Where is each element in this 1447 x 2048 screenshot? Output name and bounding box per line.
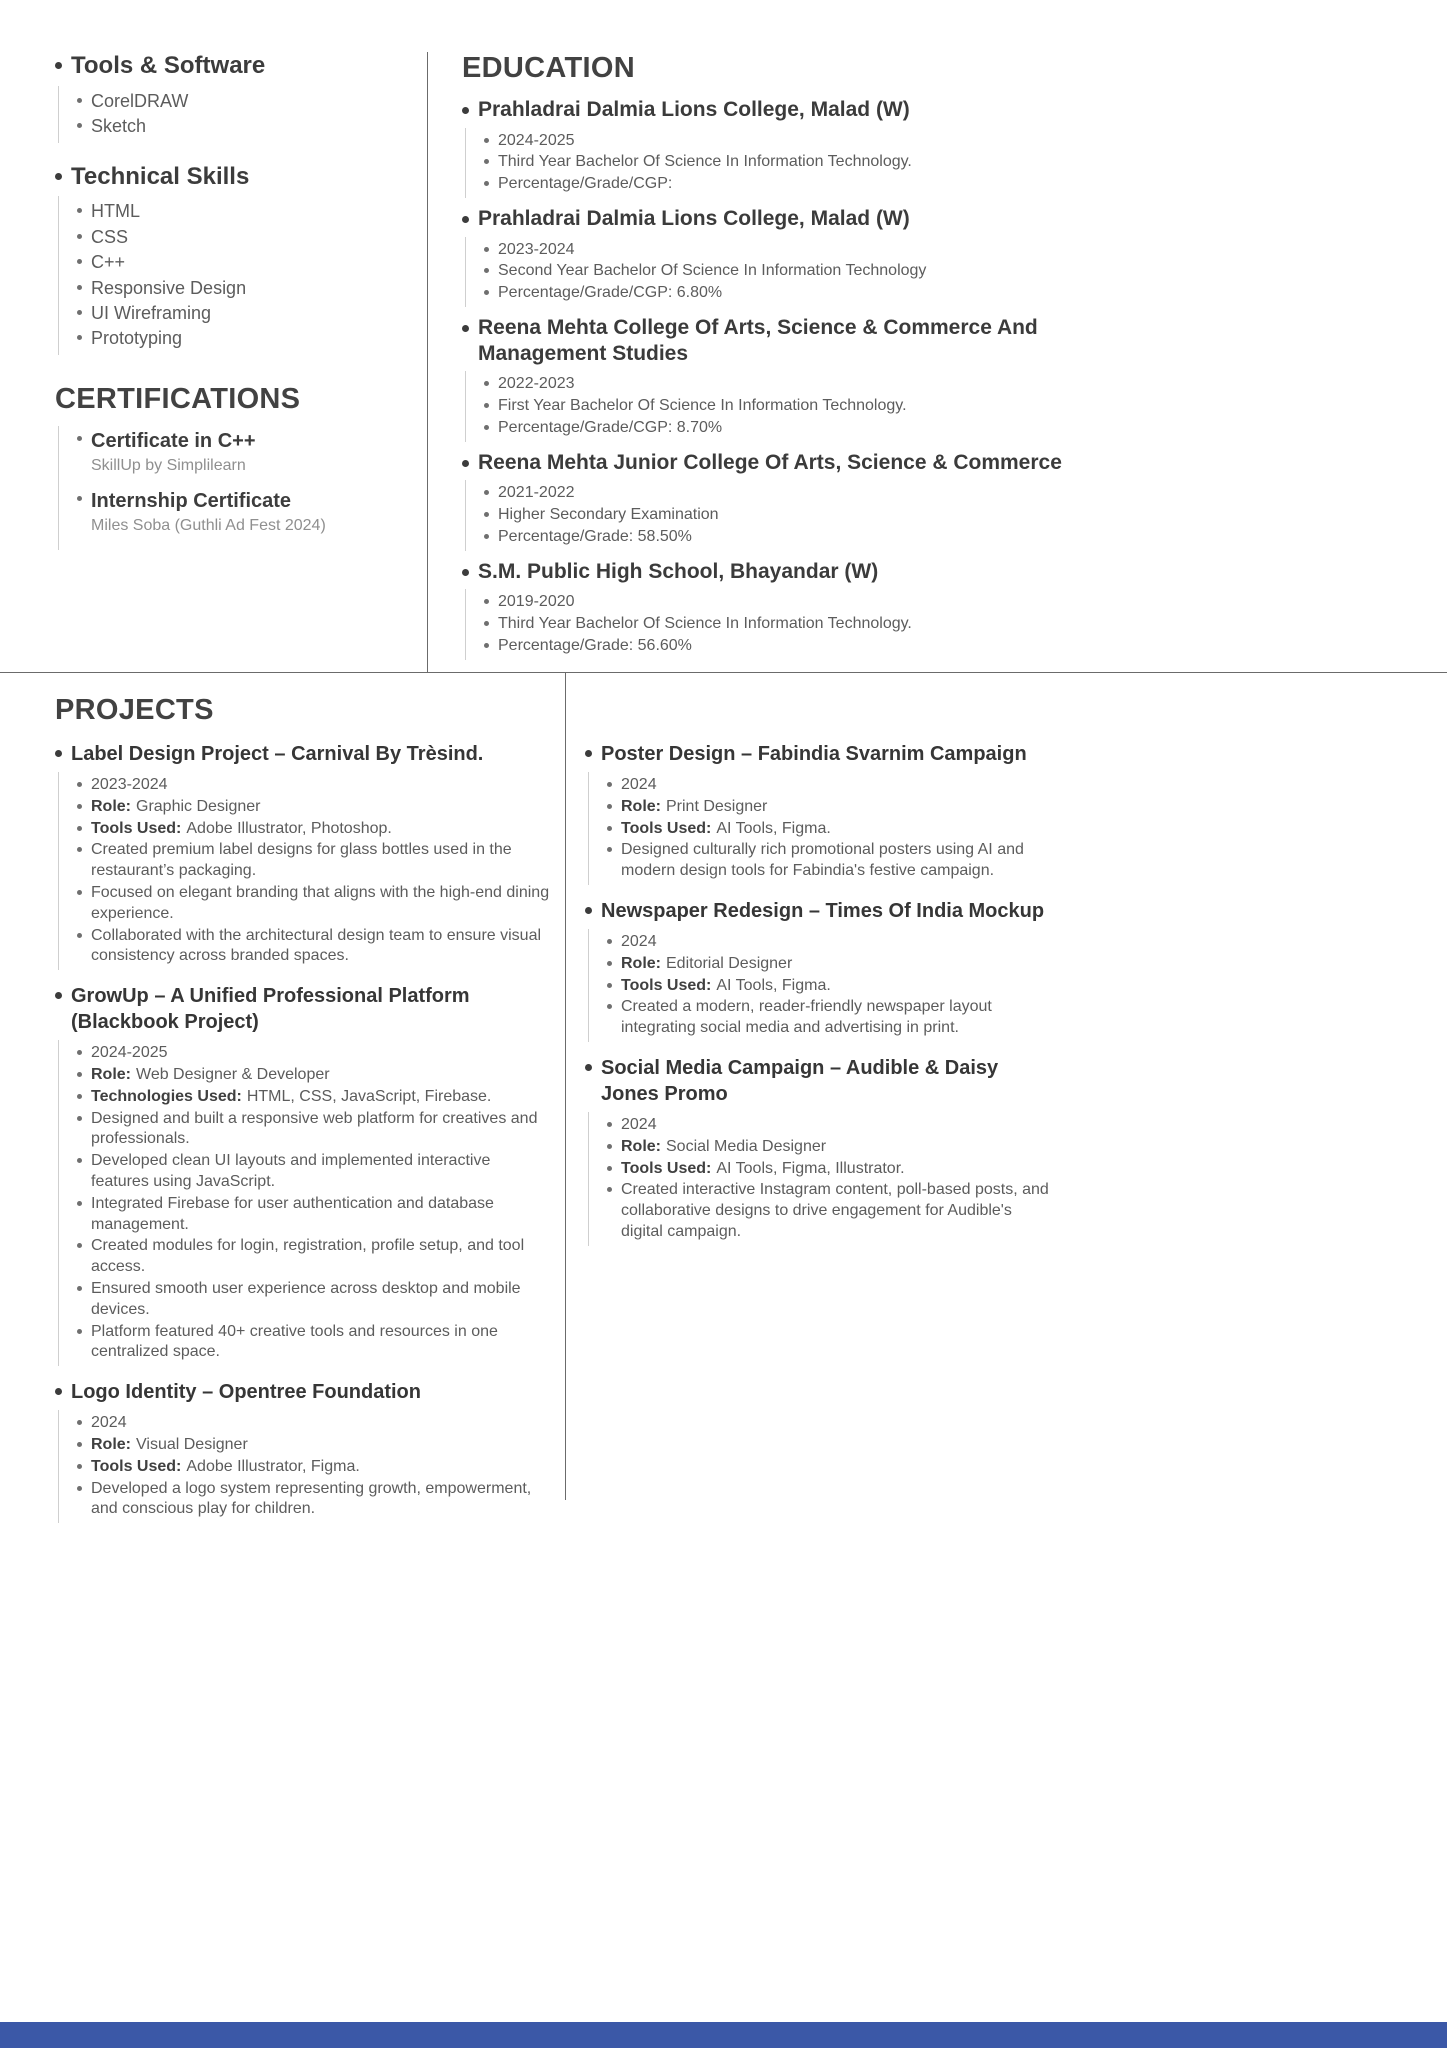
detail-value: Integrated Firebase for user authentication and database management. (91, 1194, 494, 1233)
list-item (77, 200, 427, 223)
skill-label: C++ (91, 252, 126, 273)
education-detail-text: Higher Secondary Examination (498, 506, 719, 524)
bullet-icon (484, 403, 489, 408)
project-detail-list (588, 772, 1055, 885)
bullet-icon (77, 933, 82, 938)
project-detail-text (621, 775, 1055, 796)
project-detail-text (621, 932, 1055, 953)
project-detail-text (621, 976, 1055, 997)
bullet-icon (607, 1004, 612, 1009)
detail-value: HTML, CSS, JavaScript, Firebase. (246, 1087, 492, 1105)
horizontal-divider (0, 672, 1447, 673)
education-detail-list (465, 589, 1117, 659)
bullet-icon (77, 890, 82, 895)
project-detail-text (621, 1159, 1055, 1180)
detail-label: Role: (621, 954, 661, 972)
skill-list (58, 86, 427, 143)
education-heading-row (462, 315, 1117, 366)
projects-section (0, 672, 1447, 1536)
detail-value: Editorial Designer (666, 954, 793, 972)
project-detail (607, 819, 1055, 840)
bullet-icon (607, 782, 612, 787)
bullet-icon (77, 1442, 82, 1447)
certification-body (91, 489, 427, 537)
detail-value: Web Designer & Developer (136, 1065, 330, 1083)
bullet-icon (77, 208, 82, 213)
list-item (77, 327, 427, 350)
bullet-icon (77, 1158, 82, 1163)
project-detail (607, 840, 1055, 882)
project-detail (77, 797, 550, 818)
project-detail (77, 1279, 550, 1321)
education-detail (484, 131, 1117, 152)
detail-value: AI Tools, Figma. (716, 819, 831, 837)
bullet-icon (77, 1201, 82, 1206)
bullet-icon (55, 173, 62, 180)
detail-value: 2023-2024 (91, 776, 168, 793)
project-detail (607, 954, 1055, 975)
detail-value: 2024 (91, 1414, 127, 1432)
project-heading-row (585, 1055, 1055, 1107)
project-detail (77, 1043, 550, 1064)
bullet-icon (484, 290, 489, 295)
bullet-icon (484, 247, 489, 252)
project-detail (607, 1115, 1055, 1136)
bullet-icon (607, 983, 612, 988)
detail-value: Adobe Illustrator, Photoshop. (186, 819, 392, 837)
projects-left-column (55, 741, 550, 1536)
project-detail-text (621, 954, 1055, 975)
detail-label: Technologies Used: (91, 1087, 242, 1105)
bullet-icon (77, 826, 82, 831)
project-detail (77, 1109, 550, 1151)
list-item (77, 226, 427, 249)
project-title: Newspaper Redesign – Times Of India Mockup (601, 899, 1045, 922)
education-detail-text: Percentage/Grade/CGP: 6.80% (498, 284, 723, 302)
education-detail (484, 261, 1117, 282)
education-detail-text: Third Year Bachelor Of Science In Information Technology. (498, 615, 912, 633)
education-detail (484, 614, 1117, 635)
bullet-icon (55, 1388, 62, 1395)
project-detail-text (91, 1457, 550, 1478)
list-item (77, 277, 427, 300)
project-detail-text (621, 1115, 1055, 1136)
project-heading-row (55, 741, 550, 767)
school-name: Prahladrai Dalmia Lions College, Malad (W) (478, 98, 910, 121)
skill-label: Sketch (91, 116, 147, 137)
detail-value: 2024 (621, 1115, 657, 1133)
bullet-icon (77, 1050, 82, 1055)
detail-value: 2024 (621, 932, 657, 950)
project-detail (607, 797, 1055, 818)
project-detail (77, 1457, 550, 1478)
project-heading-row (55, 1379, 550, 1405)
certifications-section (55, 383, 427, 551)
project-detail-text (621, 840, 1055, 882)
detail-value: Print Designer (666, 797, 768, 815)
project-detail-list (588, 1112, 1055, 1246)
detail-label: Tools Used: (91, 819, 182, 837)
education-entry (462, 559, 1117, 660)
sidebar-column (55, 52, 427, 672)
project-detail-text (91, 1279, 550, 1321)
footer-bar (0, 2022, 1447, 2048)
education-detail-text: 2022-2023 (498, 375, 575, 393)
project-detail-text (91, 883, 550, 925)
project-title: Logo Identity – Opentree Foundation (71, 1381, 421, 1404)
project-heading-row (585, 741, 1055, 767)
detail-label: Tools Used: (621, 1159, 712, 1177)
detail-value: Developed clean UI layouts and implemented interactive features using JavaScript. (91, 1152, 491, 1190)
project-detail-text (621, 997, 1055, 1039)
bullet-icon (585, 907, 592, 914)
bullet-icon (55, 992, 62, 999)
project-detail-text (91, 797, 550, 818)
bullet-icon (77, 1072, 82, 1077)
school-name: Reena Mehta Junior College Of Arts, Science & Commerce (478, 450, 1062, 474)
project-detail (607, 976, 1055, 997)
skill-label: CSS (91, 226, 129, 247)
detail-value: Created a modern, reader-friendly newspaper layout integrating social media and advertising in print. (621, 998, 992, 1037)
skill-section (55, 163, 427, 355)
project-item (55, 741, 550, 970)
detail-value: Social Media Designer (666, 1137, 827, 1155)
education-detail (484, 174, 1117, 195)
project-detail (607, 775, 1055, 796)
skill-label: CorelDRAW (91, 90, 189, 111)
bullet-icon (77, 234, 82, 239)
project-item (55, 1379, 550, 1523)
education-detail-text: Percentage/Grade/CGP: (498, 175, 673, 193)
project-title: GrowUp – A Unified Professional Platform (Blackbook Project) (71, 985, 470, 1034)
list-item (77, 251, 427, 274)
detail-value: Designed culturally rich promotional posters using AI and modern design tools for Fabindia's festive campaign. (621, 841, 1024, 880)
project-detail (77, 819, 550, 840)
certification-item (77, 489, 427, 537)
bullet-icon (607, 939, 612, 944)
education-detail (484, 418, 1117, 439)
project-title: Social Media Campaign – Audible & Daisy Jones Promo (601, 1056, 999, 1105)
bullet-icon (77, 98, 82, 103)
detail-value: Collaborated with the architectural design team to ensure visual consistency across branded spaces. (91, 926, 542, 965)
projects-column-divider (565, 672, 566, 1500)
bullet-icon (484, 534, 489, 539)
detail-label: Role: (91, 1065, 131, 1083)
project-detail-text (91, 819, 550, 840)
education-entries (462, 97, 1117, 660)
project-title: Label Design Project – Carnival By Trèsind. (71, 743, 484, 765)
education-entry (462, 97, 1117, 198)
project-detail-text (91, 1109, 550, 1151)
bullet-icon (607, 826, 612, 831)
detail-label: Role: (621, 1137, 661, 1155)
project-detail-text (91, 1065, 550, 1086)
bullet-icon (607, 1122, 612, 1127)
bullet-icon (462, 325, 469, 332)
project-heading-row (585, 898, 1055, 924)
detail-label: Role: (621, 797, 661, 815)
bullet-icon (77, 1243, 82, 1248)
education-detail-list (465, 237, 1117, 307)
detail-value: Graphic Designer (136, 797, 261, 815)
detail-value: 2024 (621, 776, 657, 793)
education-entry (462, 315, 1117, 442)
bullet-icon (484, 268, 489, 273)
bullet-icon (55, 750, 62, 757)
bullet-icon (462, 216, 469, 223)
project-detail (77, 926, 550, 968)
education-heading-row (462, 97, 1117, 123)
education-detail (484, 527, 1117, 548)
detail-value: Developed a logo system representing growth, empowerment, and conscious play for children. (91, 1479, 532, 1518)
bullet-icon (607, 961, 612, 966)
education-detail (484, 636, 1117, 657)
education-detail-list (465, 371, 1117, 441)
project-detail-text (91, 1151, 550, 1193)
bullet-icon (585, 750, 592, 757)
certification-name: Certificate in C++ (91, 429, 256, 452)
bullet-icon (77, 496, 82, 501)
project-detail (77, 1236, 550, 1278)
project-detail-text (91, 1435, 550, 1456)
skill-sections (55, 52, 427, 355)
education-detail (484, 483, 1117, 504)
bullet-icon (77, 335, 82, 340)
certification-list (58, 426, 427, 551)
certification-org: Miles Soba (Guthli Ad Fest 2024) (91, 516, 326, 534)
section-heading-row (55, 52, 427, 81)
bullet-icon (607, 804, 612, 809)
project-title: Poster Design – Fabindia Svarnim Campaign (601, 743, 1027, 765)
bullet-icon (77, 804, 82, 809)
bullet-icon (462, 569, 469, 576)
projects-title: PROJECTS (55, 694, 214, 726)
project-detail-list (58, 1040, 550, 1366)
education-detail-text: Second Year Bachelor Of Science In Information Technology (498, 262, 927, 280)
bullet-icon (484, 159, 489, 164)
detail-label: Tools Used: (621, 976, 712, 994)
project-detail-list (58, 772, 550, 970)
detail-value: Adobe Illustrator, Figma. (186, 1457, 360, 1475)
project-detail-text (91, 1194, 550, 1236)
skill-label: UI Wireframing (91, 302, 212, 323)
education-heading-row (462, 450, 1117, 476)
education-entry (462, 450, 1117, 551)
projects-columns (55, 741, 1447, 1536)
project-item (585, 741, 1055, 885)
education-title: EDUCATION (462, 52, 635, 84)
certification-item (77, 429, 427, 477)
bullet-icon (77, 310, 82, 315)
project-detail-text (621, 1137, 1055, 1158)
detail-label: Role: (91, 797, 131, 815)
project-detail (77, 883, 550, 925)
bullet-icon (484, 512, 489, 517)
skill-label: Prototyping (91, 328, 183, 349)
skill-label: Responsive Design (91, 277, 247, 298)
education-detail-text: Third Year Bachelor Of Science In Information Technology. (498, 153, 912, 171)
top-section (0, 0, 1447, 672)
education-section (427, 52, 1117, 672)
project-detail-text (91, 926, 550, 968)
education-detail-text: First Year Bachelor Of Science In Information Technology. (498, 397, 907, 415)
project-detail-text (91, 840, 550, 882)
skill-label: HTML (91, 201, 140, 222)
bullet-icon (607, 847, 612, 852)
project-detail-text (621, 1180, 1055, 1242)
bullet-icon (484, 599, 489, 604)
certification-org: SkillUp by Simplilearn (91, 456, 246, 474)
detail-value: Created modules for login, registration, profile setup, and tool access. (91, 1237, 525, 1276)
education-detail (484, 374, 1117, 395)
project-detail-list (58, 1410, 550, 1523)
certifications-title: CERTIFICATIONS (55, 382, 301, 415)
project-detail-list (588, 929, 1055, 1042)
detail-value: Platform featured 40+ creative tools and resources in one centralized space. (91, 1322, 498, 1361)
education-detail-text: 2019-2020 (498, 593, 575, 611)
bullet-icon (607, 1187, 612, 1192)
bullet-icon (77, 782, 82, 787)
project-detail-text (91, 1087, 550, 1108)
school-name: Reena Mehta College Of Arts, Science & Commerce And Management Studies (478, 316, 1038, 365)
bullet-icon (77, 1464, 82, 1469)
project-detail (77, 1194, 550, 1236)
detail-label: Role: (91, 1435, 131, 1453)
education-detail (484, 152, 1117, 173)
project-detail (77, 1065, 550, 1086)
project-detail (607, 997, 1055, 1039)
bullet-icon (462, 460, 469, 467)
education-detail (484, 283, 1117, 304)
projects-right-column (585, 741, 1055, 1536)
bullet-icon (77, 1486, 82, 1491)
project-detail (77, 1413, 550, 1434)
education-entry (462, 206, 1117, 307)
detail-value: Visual Designer (136, 1435, 248, 1453)
certification-name: Internship Certificate (91, 489, 292, 512)
project-detail-text (621, 819, 1055, 840)
education-detail-text: Percentage/Grade: 58.50% (498, 527, 692, 545)
bullet-icon (77, 847, 82, 852)
bullet-icon (484, 490, 489, 495)
section-title: Tools & Software (71, 52, 266, 79)
detail-value: Ensured smooth user experience across desktop and mobile devices. (91, 1279, 521, 1318)
project-item (585, 1055, 1055, 1246)
bullet-icon (484, 425, 489, 430)
detail-value: Focused on elegant branding that aligns with the high-end dining experience. (91, 883, 550, 922)
bullet-icon (484, 181, 489, 186)
detail-value: AI Tools, Figma. (716, 976, 831, 994)
project-detail (77, 775, 550, 796)
detail-value: 2024-2025 (91, 1044, 168, 1062)
school-name: S.M. Public High School, Bhayandar (W) (478, 559, 879, 583)
bullet-icon (484, 381, 489, 386)
education-detail (484, 592, 1117, 613)
section-heading-row (55, 163, 427, 192)
bullet-icon (77, 285, 82, 290)
bullet-icon (55, 62, 62, 69)
project-item (55, 983, 550, 1366)
project-detail (77, 1322, 550, 1364)
project-detail (77, 1087, 550, 1108)
detail-label: Tools Used: (91, 1457, 182, 1475)
detail-value: Created interactive Instagram content, poll-based posts, and collaborative designs to drive engagement for Audible's digital campaign. (621, 1181, 1049, 1240)
top-column-divider (427, 52, 428, 672)
project-detail (77, 840, 550, 882)
detail-label: Tools Used: (621, 819, 712, 837)
education-detail-text: 2023-2024 (498, 240, 575, 258)
education-detail (484, 505, 1117, 526)
bullet-icon (77, 1329, 82, 1334)
list-item (77, 302, 427, 325)
skill-list (58, 196, 427, 354)
bullet-icon (77, 1420, 82, 1425)
project-detail-text (91, 1479, 550, 1521)
education-detail (484, 396, 1117, 417)
bullet-icon (484, 621, 489, 626)
detail-value: Designed and built a responsive web platform for creatives and professionals. (91, 1109, 538, 1148)
list-item (77, 115, 427, 138)
certification-body (91, 429, 427, 477)
project-detail-text (91, 1043, 550, 1064)
project-detail-text (91, 1236, 550, 1278)
bullet-icon (484, 643, 489, 648)
education-detail-list (465, 128, 1117, 198)
education-detail-text: 2024-2025 (498, 131, 575, 149)
bullet-icon (77, 259, 82, 264)
project-detail (77, 1479, 550, 1521)
project-detail-text (91, 1413, 550, 1434)
project-detail (77, 1435, 550, 1456)
bullet-icon (77, 1286, 82, 1291)
detail-value: Created premium label designs for glass bottles used in the restaurant’s packaging. (91, 841, 512, 880)
detail-value: AI Tools, Figma, Illustrator. (716, 1159, 905, 1177)
skill-section (55, 52, 427, 143)
project-detail-text (91, 775, 550, 796)
bullet-icon (585, 1064, 592, 1071)
bullet-icon (607, 1166, 612, 1171)
project-detail (607, 932, 1055, 953)
list-item (77, 90, 427, 113)
project-detail (607, 1137, 1055, 1158)
education-detail (484, 240, 1117, 261)
education-heading-row (462, 559, 1117, 585)
education-detail-text: 2021-2022 (498, 484, 575, 502)
bullet-icon (462, 107, 469, 114)
project-detail (607, 1159, 1055, 1180)
bullet-icon (77, 1116, 82, 1121)
project-item (585, 898, 1055, 1042)
bullet-icon (484, 138, 489, 143)
project-detail (77, 1151, 550, 1193)
project-heading-row (55, 983, 550, 1035)
section-title: Technical Skills (71, 162, 250, 190)
project-detail-text (91, 1322, 550, 1364)
education-heading-row (462, 206, 1117, 232)
bullet-icon (77, 436, 82, 441)
bullet-icon (77, 1094, 82, 1099)
school-name: Prahladrai Dalmia Lions College, Malad (W) (478, 207, 910, 230)
bullet-icon (607, 1144, 612, 1149)
education-detail-list (465, 480, 1117, 550)
education-detail-text: Percentage/Grade/CGP: 8.70% (498, 418, 723, 436)
education-detail-text: Percentage/Grade: 56.60% (498, 636, 692, 654)
project-detail-text (621, 797, 1055, 818)
bullet-icon (77, 123, 82, 128)
project-detail (607, 1180, 1055, 1242)
